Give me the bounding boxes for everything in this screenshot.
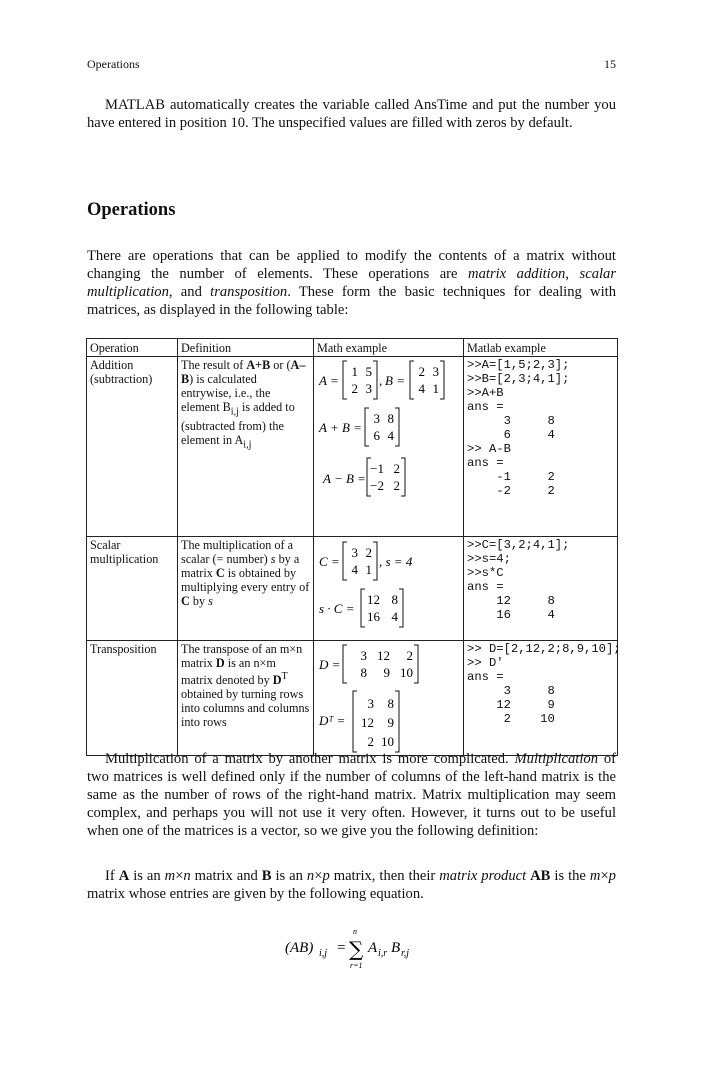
matlab-example-cell: >> D=[2,12,2;8,9,10]; >> D' ans = 3 8 12 9 2 10: [464, 641, 618, 756]
matrix-bracket: [395, 408, 399, 446]
matrix-bracket: [373, 542, 377, 580]
matrix-a-entry: 3: [365, 381, 372, 396]
matrix-transpose-entry: 12: [361, 715, 374, 730]
matrix-c-entry: 2: [365, 545, 372, 560]
matrix-bracket: [399, 589, 403, 627]
matrix-c-entry: 3: [351, 545, 358, 560]
text-run: There are operations that can be applied to modify the contents of a matrix without changing the number of elements. These operations are: [87, 248, 616, 282]
term-matrix-addition: matrix addition: [468, 266, 566, 282]
summation-sign: ∑: [349, 937, 364, 961]
page-number: 15: [604, 57, 616, 71]
matrix-a-entry: 1: [351, 364, 358, 379]
intro-paragraph: MATLAB automatically creates the variable called AnsTime and put the number you have entered in position 10. The unspecified values are filled with zeros by default.: [87, 97, 616, 131]
operation-cell: Scalar multiplication: [87, 537, 178, 641]
operation-cell: Addition (subtraction): [87, 357, 178, 537]
matrix-scaled-entry: 8: [391, 592, 398, 607]
math-example-cell: [314, 537, 464, 641]
matrix-b-entry: 4: [418, 381, 425, 396]
matrix-bracket: [343, 361, 347, 399]
matrix-a-entry: 2: [351, 381, 358, 396]
operations-paragraph: [87, 247, 616, 319]
matrix-bracket: [361, 589, 365, 627]
matrix-a-entry: 5: [365, 364, 372, 379]
running-header-section: Operations: [87, 57, 140, 71]
eq-lhs: (AB): [285, 940, 314, 956]
matrix-transpose-entry: 3: [367, 696, 374, 711]
matrix-bracket: [414, 645, 418, 683]
matrix-difference-entry: 2: [393, 461, 400, 476]
matrix-d-entry: 9: [383, 665, 390, 680]
matrix-transpose-entry: 9: [387, 715, 394, 730]
matrix-bracket: [440, 361, 444, 399]
section-heading: Operations: [87, 200, 176, 220]
definition-paragraph: If A is an m×n matrix and B is an n×p matrix, then their matrix product AB is the m×p matrix whose entries are given by the following equation.: [87, 868, 616, 902]
definition-cell: The transpose of an m×n matrix D is an n×m matrix denoted by $D^T$ obtained by turning rows into columns and columns into rows: [178, 641, 314, 756]
matrix-bracket: [343, 542, 347, 580]
table-row: [87, 641, 618, 756]
difference-label: A − B =: [323, 471, 366, 486]
column-header: Operation: [87, 339, 178, 357]
term-scalar-multiplication: scalar multiplication: [87, 266, 617, 300]
matrix-sum-entry: 3: [373, 411, 380, 426]
math-example-scalar: [317, 538, 461, 638]
text-run: . These form the basic techniques for dealing with matrices, as displayed in the following table:: [87, 284, 616, 318]
column-header: Definition: [178, 339, 314, 357]
eq-term-a-sub: i,r: [378, 948, 388, 959]
eq-term-b-sub: r,j: [401, 948, 410, 959]
column-header: Math example: [314, 339, 464, 357]
column-header: Matlab example: [464, 339, 618, 357]
multiplication-paragraph: [87, 750, 616, 840]
comma: ,: [379, 373, 383, 388]
matrix-b-label: B =: [385, 373, 405, 388]
text-run: , and: [168, 284, 211, 300]
eq-sum-upper: n: [353, 928, 357, 936]
transpose-label: Dᵀ =: [319, 713, 346, 728]
matrix-sum-entry: 4: [387, 428, 394, 443]
eq-sum-lower: r=1: [350, 961, 363, 970]
table-header-row: [87, 339, 618, 357]
math-example-cell: [314, 357, 464, 537]
text-run: of two matrices is well defined only if the number of columns of the left-hand matrix is the same as the number of rows of the right-hand matrix. Matrix multiplication may seem complex, and perhaps you will not use it very often. However, it turns out to be useful when one of the matrices is a vector, so we give you the following definition:: [87, 751, 616, 839]
definition-cell: The result of A+B or (A–B) is calculated entrywise, i.e., the element $B_{i,j}$ is added to (subtracted from) the element in $A_{i,j}$: [178, 357, 314, 537]
matrix-c-entry: 4: [351, 562, 358, 577]
math-example-addition: [317, 358, 461, 534]
matrix-product-equation: [285, 928, 435, 973]
scaled-label: s · C =: [319, 601, 355, 616]
table-row: [87, 537, 618, 641]
matrix-b-entry: 3: [432, 364, 439, 379]
eq-term-b: B: [391, 940, 401, 956]
matrix-difference-entry: −2: [370, 478, 384, 493]
matrix-b-entry: 1: [432, 381, 439, 396]
matrix-bracket: [373, 361, 377, 399]
math-example-transposition: [317, 642, 461, 753]
matrix-d-entry: 10: [400, 665, 413, 680]
matrix-sum-entry: 8: [387, 411, 394, 426]
math-example-cell: [314, 641, 464, 756]
matrix-difference-entry: −1: [370, 461, 384, 476]
operation-cell: Transposition: [87, 641, 178, 756]
matlab-example-cell: >>A=[1,5;2,3]; >>B=[2,3;4,1]; >>A+B ans = 3 8 6 4 >> A-B ans = -1 2 -2 2: [464, 357, 618, 537]
matrix-b-entry: 2: [418, 364, 425, 379]
matrix-d-entry: 12: [377, 648, 390, 663]
matrix-bracket: [410, 361, 414, 399]
scalar-s-label: , s = 4: [379, 554, 413, 569]
matrix-d-entry: 2: [406, 648, 413, 663]
matrix-bracket: [395, 691, 399, 752]
matrix-bracket: [353, 691, 357, 752]
matrix-bracket: [365, 408, 369, 446]
matrix-scaled-entry: 12: [367, 592, 380, 607]
text-run: Multiplication of a matrix by another matrix is more complicated.: [105, 751, 515, 767]
text-run: ,: [565, 266, 580, 282]
operations-table: [86, 338, 621, 756]
matrix-a-label: A =: [319, 373, 339, 388]
eq-equals: =: [337, 940, 346, 956]
matrix-difference-entry: 2: [393, 478, 400, 493]
eq-lhs-sub: i,j: [319, 948, 328, 959]
term-multiplication: Multiplication: [514, 751, 599, 767]
matrix-d-entry: 3: [360, 648, 367, 663]
matrix-c-label: C =: [319, 554, 340, 569]
matrix-bracket: [343, 645, 347, 683]
table-row: [87, 357, 618, 537]
matrix-c-entry: 1: [365, 562, 372, 577]
matrix-scaled-entry: 4: [391, 609, 398, 624]
sum-label: A + B =: [319, 420, 362, 435]
matrix-transpose-entry: 8: [387, 696, 394, 711]
matrix-d-label: D =: [319, 657, 341, 672]
matrix-scaled-entry: 16: [367, 609, 380, 624]
definition-cell: The multiplication of a scalar (= number) s by a matrix C is obtained by multiplying every entry of C by s: [178, 537, 314, 641]
matrix-sum-entry: 6: [373, 428, 380, 443]
term-transposition: transposition: [210, 284, 288, 300]
matrix-bracket: [401, 458, 405, 496]
matrix-d-entry: 8: [360, 665, 367, 680]
matrix-transpose-entry: 2: [367, 734, 374, 749]
eq-term-a: A: [368, 940, 378, 956]
matlab-example-cell: >>C=[3,2;4,1]; >>s=4; >>s*C ans = 12 8 16 4: [464, 537, 618, 641]
matrix-transpose-entry: 10: [381, 734, 394, 749]
